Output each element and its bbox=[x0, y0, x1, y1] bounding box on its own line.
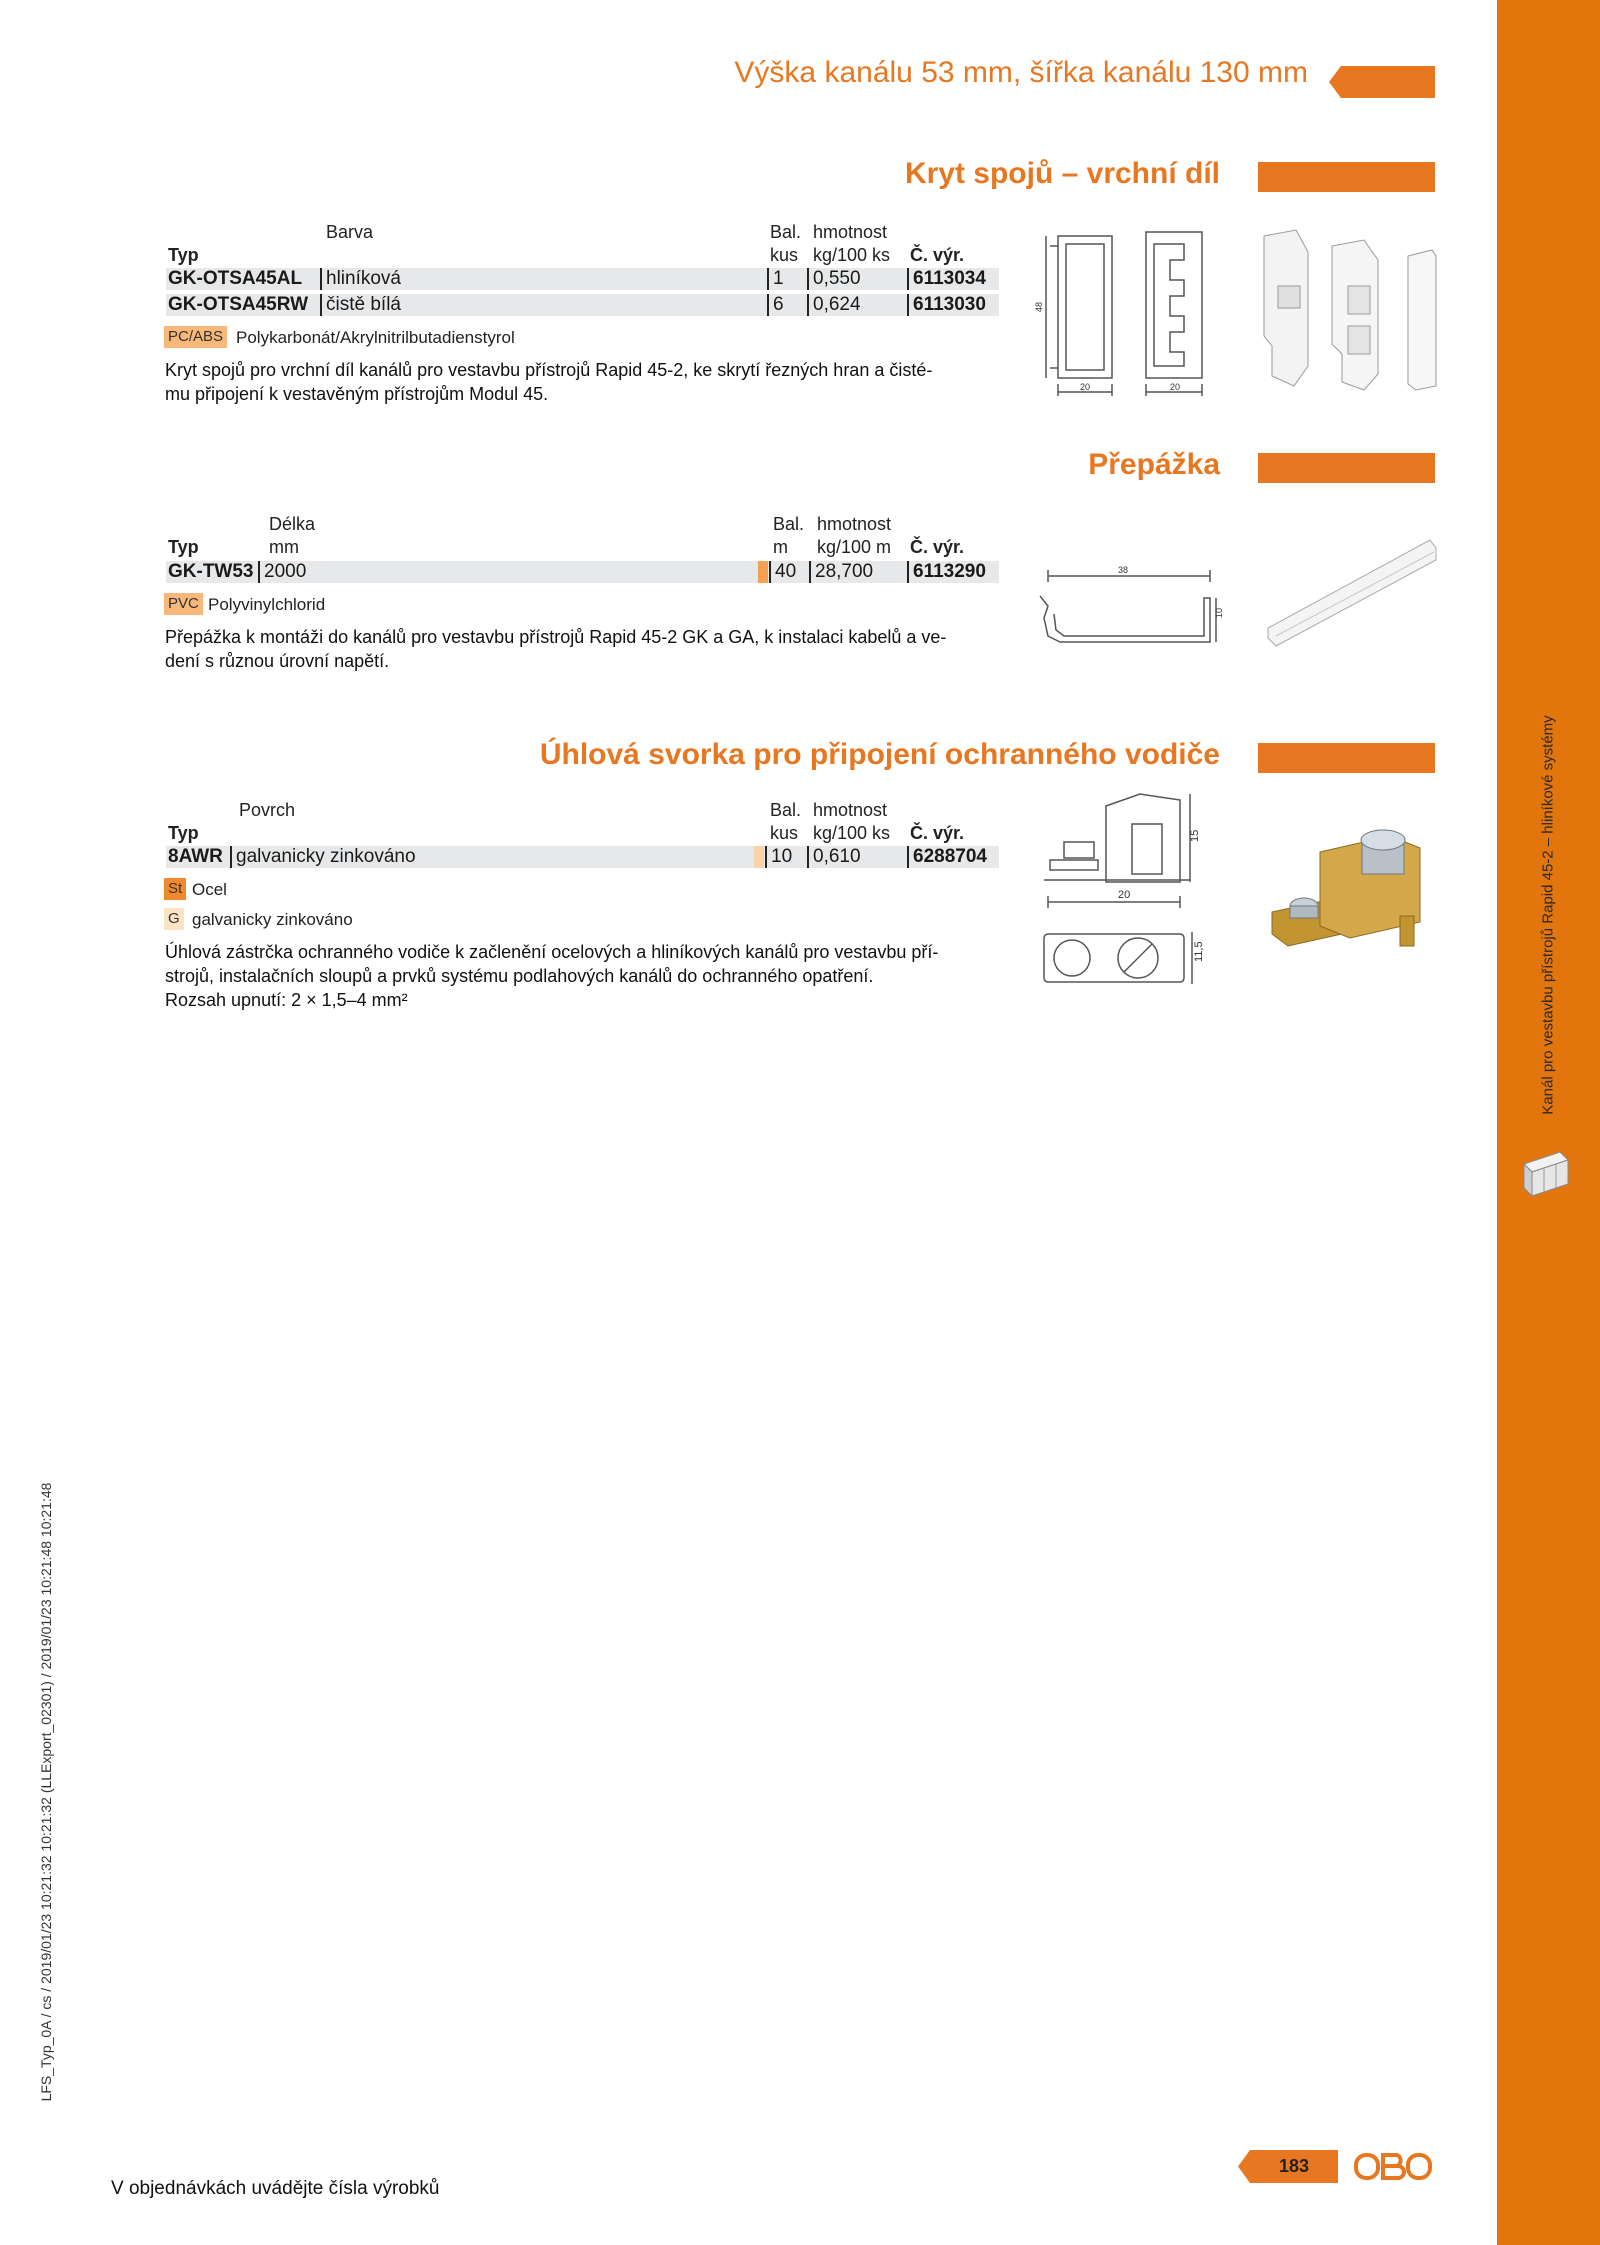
product-type: GK-OTSA45RW bbox=[168, 294, 309, 315]
col-header-order: Č. výr. bbox=[910, 537, 965, 557]
pack-qty: 10 bbox=[765, 846, 792, 868]
col-header-attr: Povrch bbox=[239, 800, 296, 820]
order-number: 6113290 bbox=[907, 561, 986, 583]
col-header-pack: Bal. bbox=[770, 222, 802, 242]
col-header-mass-unit: kg/100 ks bbox=[813, 823, 891, 843]
section-title: Úhlová svorka pro připojení ochranného vodiče bbox=[539, 738, 1220, 771]
technical-drawing-clamp bbox=[1040, 786, 1232, 996]
section-bar bbox=[1258, 162, 1435, 192]
col-header-mass-unit: kg/100 m bbox=[817, 537, 892, 557]
section-bar bbox=[1258, 743, 1435, 773]
product-description: Kryt spojů pro vrchní díl kanálů pro vestavbu přístrojů Rapid 45-2, ke skrytí řezných hran a čisté- mu připojení k vestavěným přístrojům Modul 45. bbox=[165, 360, 933, 404]
mass-value: 0,624 bbox=[807, 294, 861, 316]
section-title: Kryt spojů – vrchní díl bbox=[904, 157, 1220, 190]
col-header-type: Typ bbox=[168, 537, 199, 557]
mass-value: 0,610 bbox=[807, 846, 861, 868]
col-header-pack: Bal. bbox=[770, 800, 802, 820]
obo-logo bbox=[1353, 2150, 1433, 2183]
material-name: Polyvinylchlorid bbox=[208, 595, 326, 614]
pack-marker bbox=[754, 846, 764, 868]
product-type: GK-TW53 bbox=[168, 561, 254, 582]
product-type: GK-OTSA45AL bbox=[168, 268, 303, 289]
section-bar bbox=[1258, 453, 1435, 483]
dim-width: 20 bbox=[1170, 382, 1181, 392]
side-band bbox=[1497, 0, 1600, 2245]
col-header-mass: hmotnost bbox=[813, 800, 888, 820]
material-code: G bbox=[164, 908, 184, 930]
col-header-type: Typ bbox=[168, 823, 199, 843]
col-header-pack-unit: kus bbox=[770, 245, 799, 265]
order-number: 6113030 bbox=[907, 294, 986, 316]
page-header-title: Výška kanálu 53 mm, šířka kanálu 130 mm bbox=[734, 56, 1308, 89]
section-title: Přepážka bbox=[1088, 448, 1220, 481]
order-number: 6288704 bbox=[907, 846, 987, 868]
header-tab-marker bbox=[1329, 66, 1435, 98]
product-attr: hliníková bbox=[320, 268, 401, 290]
order-number: 6113034 bbox=[907, 268, 986, 290]
material-code: PC/ABS bbox=[164, 326, 227, 348]
material-name: Polykarbonát/Akrylnitrilbutadienstyrol bbox=[236, 328, 515, 347]
pack-qty: 6 bbox=[767, 294, 784, 316]
col-header-order: Č. výr. bbox=[910, 823, 965, 843]
product-photo-clamp bbox=[1270, 826, 1430, 960]
mass-value: 28,700 bbox=[809, 561, 873, 583]
page-number: 183 bbox=[1278, 2156, 1310, 2176]
dim-width: 20 bbox=[1080, 382, 1091, 392]
channel-profile-icon bbox=[1520, 1150, 1570, 1198]
product-attr: galvanicky zinkováno bbox=[230, 846, 416, 868]
col-header-attr: Délka bbox=[269, 514, 316, 534]
material-code: PVC bbox=[164, 593, 203, 615]
product-photo-cover bbox=[1260, 226, 1438, 394]
col-header-mass: hmotnost bbox=[813, 222, 888, 242]
dim-height: 15 bbox=[1189, 829, 1201, 842]
table-row bbox=[166, 561, 999, 583]
material-name: Ocel bbox=[192, 880, 227, 899]
pack-qty: 1 bbox=[767, 268, 784, 290]
product-type: 8AWR bbox=[168, 846, 223, 867]
col-header-attr-unit: mm bbox=[269, 537, 299, 557]
col-header-pack: Bal. bbox=[773, 514, 805, 534]
technical-drawing-divider bbox=[1034, 562, 1226, 652]
dim-height: 48 bbox=[1034, 301, 1044, 312]
table-row bbox=[166, 294, 999, 316]
col-header-order: Č. výr. bbox=[910, 245, 965, 265]
pack-marker bbox=[758, 561, 768, 583]
col-header-mass: hmotnost bbox=[817, 514, 892, 534]
dim-width: 20 bbox=[1118, 889, 1131, 901]
col-header-pack-unit: m bbox=[773, 537, 788, 557]
dim-height: 10 bbox=[1214, 607, 1224, 618]
table-row bbox=[166, 268, 999, 290]
col-header-attr: Barva bbox=[326, 222, 374, 242]
col-header-mass-unit: kg/100 ks bbox=[813, 245, 891, 265]
material-name: galvanicky zinkováno bbox=[192, 910, 353, 929]
product-photo-divider bbox=[1262, 536, 1438, 652]
footer-note: V objednávkách uvádějte čísla výrobků bbox=[111, 2178, 440, 2199]
product-attr: 2000 bbox=[258, 561, 306, 583]
dim-width: 38 bbox=[1118, 565, 1129, 575]
dim-height: 11,5 bbox=[1193, 941, 1205, 962]
product-description: Úhlová zástrčka ochranného vodiče k začlenění ocelových a hliníkových kanálů pro vestavbu pří- strojů, instalačních sloupů a prvků systému podlahových kanálů do ochranného opatření. Rozsah upnutí: 2 × 1,5–4 mm² bbox=[165, 942, 939, 1010]
product-attr: čistě bílá bbox=[320, 294, 401, 316]
table-row bbox=[166, 846, 999, 868]
technical-drawing-cover bbox=[1036, 224, 1236, 404]
material-code: St bbox=[164, 878, 186, 900]
col-header-pack-unit: kus bbox=[770, 823, 799, 843]
col-header-type: Typ bbox=[168, 245, 199, 265]
mass-value: 0,550 bbox=[807, 268, 861, 290]
pack-qty: 40 bbox=[769, 561, 796, 583]
product-description: Přepážka k montáži do kanálů pro vestavbu přístrojů Rapid 45-2 GK a GA, k instalaci kabelů a ve- dení s různou úrovní napětí. bbox=[165, 627, 947, 671]
